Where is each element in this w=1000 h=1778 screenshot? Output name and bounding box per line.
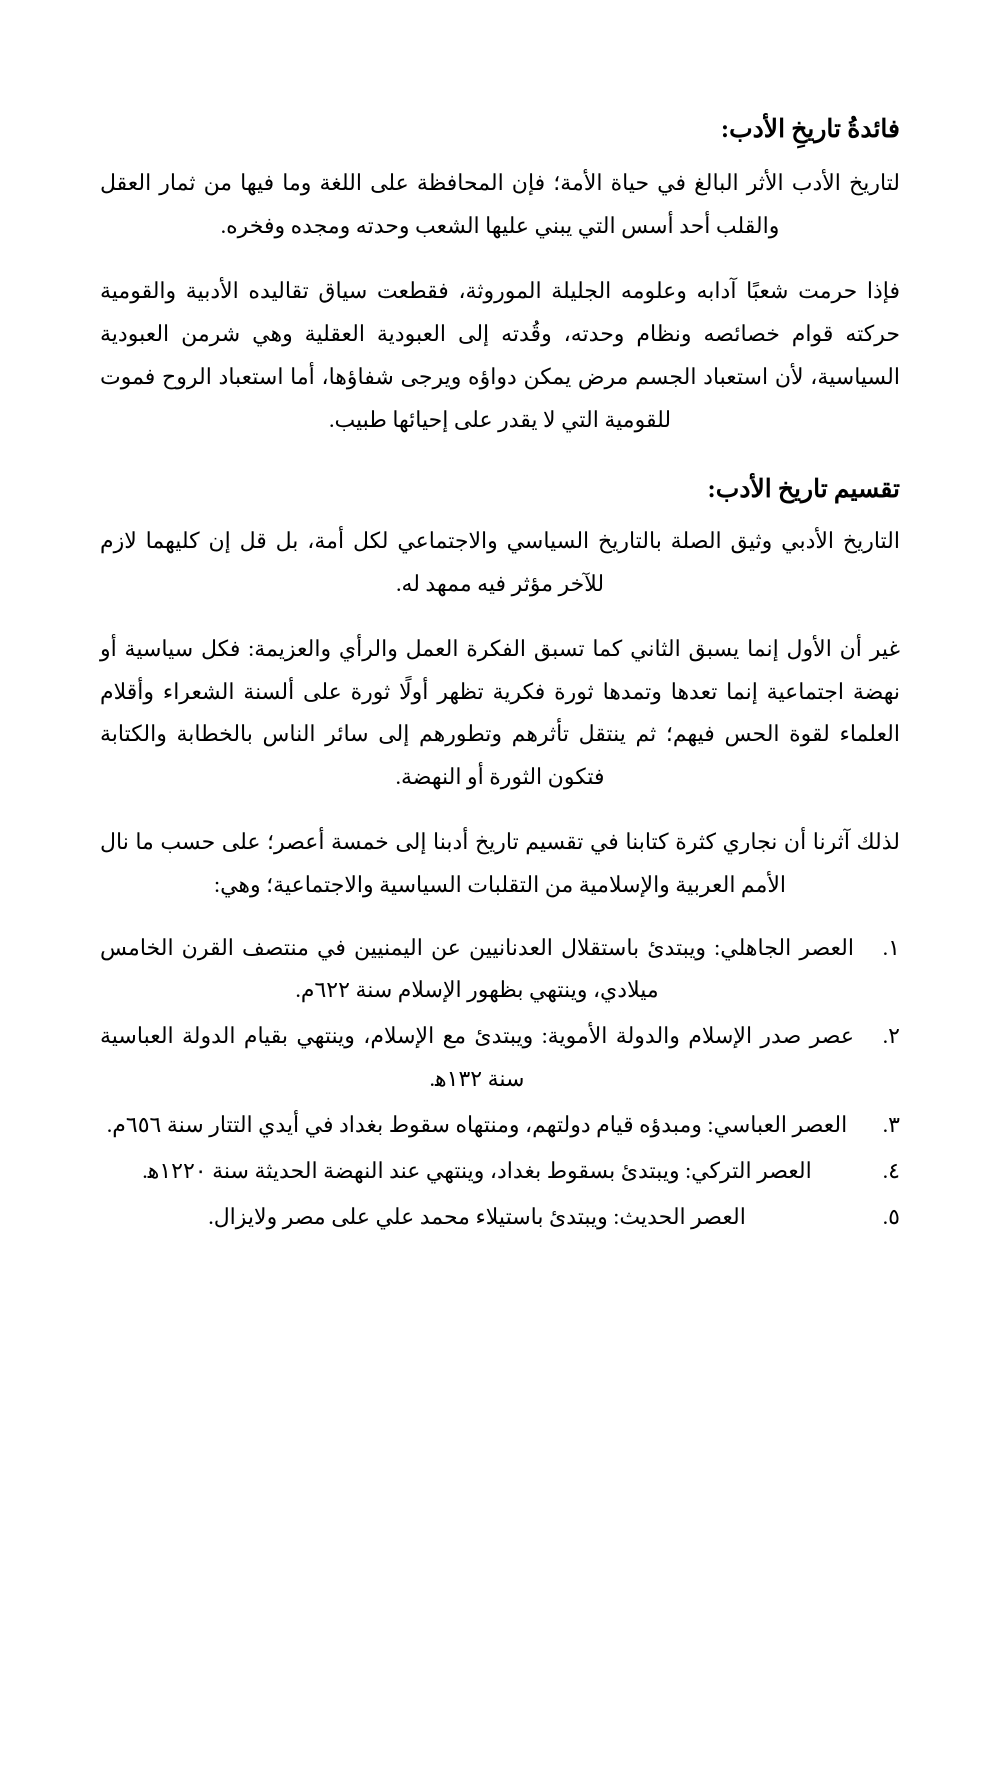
list-item-text: عصر صدر الإسلام والدولة الأموية: ويبتدئ مع الإسلام، وينتهي بقيام الدولة العباسية سنة ١٣٢ﻫ. xyxy=(100,1023,854,1091)
list-item-marker: ٤. xyxy=(882,1158,900,1184)
paragraph-division-2: غير أن الأول إنما يسبق الثاني كما تسبق الفكرة العمل والرأي والعزيمة: فكل سياسية أو نهضة اجتماعية إنما تعدها وتمدها ثورة فكرية تظهر أولًا ثورة على ألسنة الشعراء وأقلام العلماء لقوة الحس فيهم؛ ثم ينتقل تأثرهم وتطورهم إلى سائر الناس بالخطابة والكتابة فتكون الثورة أو النهضة. xyxy=(100,635,900,790)
list-item-marker: ١. xyxy=(882,934,900,960)
section-heading-benefit-of-literature-history: فائدةُ تاريخِ الأدب: xyxy=(720,116,900,143)
era-list xyxy=(100,927,900,1239)
list-item-text: العصر الجاهلي: ويبتدئ باستقلال العدنانيين عن اليمنيين في منتصف القرن الخامس ميلادي، وينتهي بظهور الإسلام سنة ٦٢٢م. xyxy=(100,934,854,1003)
list-item xyxy=(100,1150,900,1192)
list-item-text: العصر الحديث: ويبتدئ باستيلاء محمد علي على مصر ولايزال. xyxy=(208,1204,746,1230)
list-item xyxy=(100,927,900,1011)
list-item-marker: ٥. xyxy=(882,1204,900,1230)
paragraph-benefit-2: فإذا حرمت شعبًا آدابه وعلومه الجليلة الموروثة، فقطعت سياق تقاليده الأدبية والقومية حركته قوام خصائصه ونظام وحدته، وقُدته إلى العبودية العقلية وهي شرمن العبودية السياسية، لأن استعباد الجسم مرض يمكن دواؤه ويرجى شفاؤها، أما استعباد الروح فموت للقومية التي لا يقدر على إحيائها طبيب. xyxy=(100,278,901,432)
paragraph-division-1: التاريخ الأدبي وثيق الصلة بالتاريخ السياسي والاجتماعي لكل أمة، بل قل إن كليهما لازم للآخر مؤثر فيه ممهد له. xyxy=(100,527,900,596)
list-item-marker: ٢. xyxy=(882,1023,900,1049)
list-item-text: العصر العباسي: ومبدؤه قيام دولتهم، ومنتهاه سقوط بغداد في أيدي التتار سنة ٦٥٦م. xyxy=(106,1111,848,1137)
section-heading-division-of-literature-history: تقسيم تاريخ الأدب: xyxy=(707,475,900,503)
list-item-text: العصر التركي: ويبتدئ بسقوط بغداد، وينتهي عند النهضة الحديثة سنة ١٢٢٠ﻫ. xyxy=(142,1158,812,1184)
list-item xyxy=(100,1104,900,1146)
paragraph-division-3: لذلك آثرنا أن نجاري كثرة كتابنا في تقسيم تاريخ أدبنا إلى خمسة أعصر؛ على حسب ما نال الأمم العربية والإسلامية من التقلبات السياسية والاجتماعية؛ وهي: xyxy=(100,829,900,898)
list-item-marker: ٣. xyxy=(882,1111,900,1137)
paragraph-benefit-1: لتاريخ الأدب الأثر البالغ في حياة الأمة؛ فإن المحافظة على اللغة وما فيها من ثمار العقل والقلب أحد أسس التي يبني عليها الشعب وحدته ومجده وفخره. xyxy=(100,170,900,239)
list-item xyxy=(100,1015,900,1099)
list-item xyxy=(100,1196,900,1238)
